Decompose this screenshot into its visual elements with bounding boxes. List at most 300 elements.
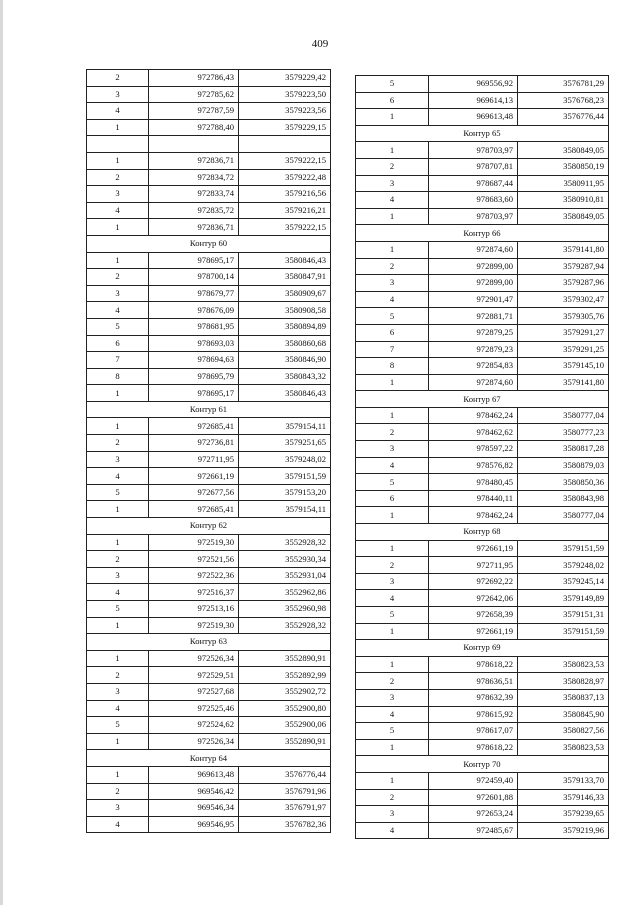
y-coordinate-cell: 3579291,25 — [518, 341, 609, 358]
x-coordinate-cell: 978617,07 — [429, 723, 518, 740]
y-coordinate-cell: 3579133,70 — [518, 772, 609, 789]
table-row — [356, 358, 609, 375]
point-number-cell: 2 — [356, 258, 429, 275]
x-coordinate-cell: 972854,83 — [429, 358, 518, 375]
table-row — [356, 158, 609, 175]
table-row — [356, 656, 609, 673]
table-row — [356, 490, 609, 507]
contour-header-row — [356, 640, 609, 657]
x-coordinate-cell: 972526,34 — [149, 733, 239, 750]
y-coordinate-cell: 3579149,89 — [518, 590, 609, 607]
y-coordinate-cell: 3579153,20 — [239, 484, 331, 501]
y-coordinate-cell: 3580910,81 — [518, 192, 609, 209]
y-coordinate-cell: 3579245,14 — [518, 573, 609, 590]
table-row — [356, 92, 609, 109]
x-coordinate-cell: 978440,11 — [429, 490, 518, 507]
table-row — [356, 673, 609, 690]
point-number-cell: 5 — [356, 308, 429, 325]
x-coordinate-cell: 972658,39 — [429, 607, 518, 624]
table-row — [87, 285, 331, 302]
point-number-cell: 1 — [87, 252, 149, 269]
y-coordinate-cell: 3580845,90 — [518, 706, 609, 723]
point-number-cell: 4 — [87, 468, 149, 485]
table-row — [356, 806, 609, 823]
point-number-cell: 3 — [87, 567, 149, 584]
point-number-cell: 2 — [87, 551, 149, 568]
point-number-cell: 4 — [356, 457, 429, 474]
table-row — [87, 169, 331, 186]
y-coordinate-cell: 3579248,02 — [518, 557, 609, 574]
table-row — [87, 667, 331, 684]
y-coordinate-cell: 3576776,44 — [239, 766, 331, 783]
x-coordinate-cell: 972879,25 — [429, 324, 518, 341]
table-row — [356, 457, 609, 474]
point-number-cell: 1 — [87, 733, 149, 750]
table-row — [87, 501, 331, 518]
y-coordinate-cell: 3580911,95 — [518, 175, 609, 192]
x-coordinate-cell: 978695,17 — [149, 252, 239, 269]
y-coordinate-cell: 3580777,04 — [518, 407, 609, 424]
y-coordinate-cell: 3579141,80 — [518, 374, 609, 391]
point-number-cell: 1 — [356, 739, 429, 756]
table-row — [87, 302, 331, 319]
point-number-cell: 5 — [356, 723, 429, 740]
y-coordinate-cell: 3579154,11 — [239, 501, 331, 518]
y-coordinate-cell: 3580843,98 — [518, 490, 609, 507]
x-coordinate-cell: 978462,62 — [429, 424, 518, 441]
y-coordinate-cell: 3579302,47 — [518, 291, 609, 308]
table-row — [87, 435, 331, 452]
table-row — [87, 717, 331, 734]
contour-title: Контур 65 — [356, 125, 609, 142]
contour-header-row — [356, 225, 609, 242]
table-row — [356, 590, 609, 607]
x-coordinate-cell: 972835,72 — [149, 202, 239, 219]
x-coordinate-cell: 972692,22 — [429, 573, 518, 590]
y-coordinate-cell: 3579219,96 — [518, 822, 609, 839]
table-row — [87, 252, 331, 269]
y-coordinate-cell: 3580823,53 — [518, 739, 609, 756]
y-coordinate-cell: 3580849,05 — [518, 142, 609, 159]
table-row — [356, 424, 609, 441]
point-number-cell: 5 — [87, 318, 149, 335]
point-number-cell: 7 — [87, 352, 149, 369]
x-coordinate-cell: 978693,03 — [149, 335, 239, 352]
y-coordinate-cell: 3579239,65 — [518, 806, 609, 823]
table-row — [356, 789, 609, 806]
point-number-cell: 3 — [87, 86, 149, 103]
x-coordinate-cell: 972711,95 — [429, 557, 518, 574]
point-number-cell: 7 — [356, 341, 429, 358]
point-number-cell: 2 — [356, 557, 429, 574]
y-coordinate-cell: 3580850,36 — [518, 474, 609, 491]
contour-title: Контур 63 — [87, 634, 331, 651]
y-coordinate-cell: 3580827,56 — [518, 723, 609, 740]
point-number-cell: 6 — [356, 324, 429, 341]
y-coordinate-cell: 3576791,97 — [239, 800, 331, 817]
table-row — [87, 186, 331, 203]
table-row — [87, 534, 331, 551]
table-row — [356, 689, 609, 706]
point-number-cell: 1 — [356, 623, 429, 640]
y-coordinate-cell: 3552962,86 — [239, 584, 331, 601]
y-coordinate-cell: 3579287,94 — [518, 258, 609, 275]
point-number-cell: 5 — [356, 76, 429, 93]
table-row — [87, 584, 331, 601]
table-row — [87, 418, 331, 435]
table-row — [356, 374, 609, 391]
x-coordinate-cell: 972836,71 — [149, 152, 239, 169]
x-coordinate-cell: 972525,46 — [149, 700, 239, 717]
y-coordinate-cell: 3552892,99 — [239, 667, 331, 684]
table-row — [356, 623, 609, 640]
point-number-cell: 2 — [87, 169, 149, 186]
y-coordinate-cell: 3579223,56 — [239, 103, 331, 120]
table-row — [356, 706, 609, 723]
x-coordinate-cell: 972788,40 — [149, 119, 239, 136]
point-number-cell: 3 — [356, 441, 429, 458]
table-row — [356, 540, 609, 557]
table-row — [87, 733, 331, 750]
x-coordinate-cell: 972661,19 — [429, 623, 518, 640]
coordinates-table-left — [86, 69, 331, 833]
y-coordinate-cell: 3552890,91 — [239, 733, 331, 750]
point-number-cell: 4 — [87, 816, 149, 833]
x-coordinate-cell: 972711,95 — [149, 451, 239, 468]
point-number-cell: 4 — [87, 103, 149, 120]
y-coordinate-cell: 3579145,10 — [518, 358, 609, 375]
x-coordinate-cell: 972677,56 — [149, 484, 239, 501]
coordinates-table-body — [356, 76, 609, 839]
table-row — [87, 335, 331, 352]
point-number-cell: 5 — [87, 717, 149, 734]
x-coordinate-cell: 969556,92 — [429, 76, 518, 93]
point-number-cell: 2 — [87, 783, 149, 800]
y-coordinate-cell: 3580817,28 — [518, 441, 609, 458]
table-row — [87, 700, 331, 717]
x-coordinate-cell: 978618,22 — [429, 656, 518, 673]
y-coordinate-cell: 3576781,29 — [518, 76, 609, 93]
x-coordinate-cell: 972642,06 — [429, 590, 518, 607]
x-coordinate-cell: 972459,40 — [429, 772, 518, 789]
table-row — [356, 175, 609, 192]
y-coordinate-cell: 3579287,96 — [518, 275, 609, 292]
contour-title: Контур 60 — [87, 235, 331, 252]
point-number-cell: 1 — [356, 772, 429, 789]
x-coordinate-cell: 978703,97 — [429, 142, 518, 159]
table-row — [87, 800, 331, 817]
table-row — [87, 601, 331, 618]
y-coordinate-cell: 3580846,43 — [239, 252, 331, 269]
y-coordinate-cell: 3552930,34 — [239, 551, 331, 568]
x-coordinate-cell: 969546,34 — [149, 800, 239, 817]
table-row — [356, 341, 609, 358]
point-number-cell: 1 — [356, 374, 429, 391]
point-number-cell: 1 — [87, 534, 149, 551]
x-coordinate-cell: 972785,62 — [149, 86, 239, 103]
x-coordinate-cell: 978576,82 — [429, 457, 518, 474]
y-coordinate-cell: 3580894,89 — [239, 318, 331, 335]
table-row — [356, 291, 609, 308]
point-number-cell: 1 — [87, 152, 149, 169]
point-number-cell: 3 — [356, 275, 429, 292]
table-row — [356, 507, 609, 524]
y-coordinate-cell — [239, 136, 331, 153]
table-row — [87, 86, 331, 103]
contour-header-row — [87, 235, 331, 252]
x-coordinate-cell: 978695,17 — [149, 385, 239, 402]
y-coordinate-cell: 3579216,21 — [239, 202, 331, 219]
contour-header-row — [356, 756, 609, 773]
table-row — [87, 783, 331, 800]
x-coordinate-cell: 972899,00 — [429, 258, 518, 275]
contour-title: Контур 70 — [356, 756, 609, 773]
y-coordinate-cell: 3580908,58 — [239, 302, 331, 319]
x-coordinate-cell: 972736,81 — [149, 435, 239, 452]
point-number-cell: 4 — [356, 291, 429, 308]
y-coordinate-cell: 3579229,15 — [239, 119, 331, 136]
x-coordinate-cell — [149, 136, 239, 153]
y-coordinate-cell: 3580846,43 — [239, 385, 331, 402]
table-row — [356, 192, 609, 209]
contour-header-row — [87, 634, 331, 651]
x-coordinate-cell: 972513,16 — [149, 601, 239, 618]
y-coordinate-cell: 3579222,15 — [239, 219, 331, 236]
point-number-cell: 2 — [87, 269, 149, 286]
table-row — [356, 142, 609, 159]
y-coordinate-cell: 3580879,03 — [518, 457, 609, 474]
table-row — [87, 484, 331, 501]
x-coordinate-cell: 978597,22 — [429, 441, 518, 458]
table-row — [356, 308, 609, 325]
y-coordinate-cell: 3580823,53 — [518, 656, 609, 673]
y-coordinate-cell: 3576768,23 — [518, 92, 609, 109]
y-coordinate-cell: 3576776,44 — [518, 109, 609, 126]
y-coordinate-cell: 3579251,65 — [239, 435, 331, 452]
point-number-cell: 1 — [356, 656, 429, 673]
table-row — [87, 219, 331, 236]
x-coordinate-cell: 972524,62 — [149, 717, 239, 734]
table-row — [356, 241, 609, 258]
point-number-cell: 6 — [87, 335, 149, 352]
x-coordinate-cell: 972519,30 — [149, 534, 239, 551]
x-coordinate-cell: 972601,88 — [429, 789, 518, 806]
x-coordinate-cell: 969613,48 — [149, 766, 239, 783]
point-number-cell: 3 — [87, 683, 149, 700]
y-coordinate-cell: 3580909,67 — [239, 285, 331, 302]
contour-title: Контур 61 — [87, 401, 331, 418]
table-row — [87, 816, 331, 833]
point-number-cell: 1 — [356, 208, 429, 225]
x-coordinate-cell: 972661,19 — [149, 468, 239, 485]
x-coordinate-cell: 978695,79 — [149, 368, 239, 385]
table-row — [356, 407, 609, 424]
point-number-cell: 6 — [356, 92, 429, 109]
x-coordinate-cell: 972516,37 — [149, 584, 239, 601]
point-number-cell: 8 — [356, 358, 429, 375]
x-coordinate-cell: 978632,39 — [429, 689, 518, 706]
table-row — [87, 318, 331, 335]
table-row — [356, 723, 609, 740]
x-coordinate-cell: 978681,95 — [149, 318, 239, 335]
x-coordinate-cell: 972685,41 — [149, 501, 239, 518]
point-number-cell: 1 — [356, 507, 429, 524]
y-coordinate-cell: 3579223,50 — [239, 86, 331, 103]
point-number-cell: 5 — [356, 474, 429, 491]
point-number-cell: 1 — [87, 119, 149, 136]
point-number-cell: 3 — [356, 573, 429, 590]
point-number-cell: 1 — [87, 766, 149, 783]
table-row — [356, 573, 609, 590]
table-row — [87, 468, 331, 485]
y-coordinate-cell: 3580828,97 — [518, 673, 609, 690]
y-coordinate-cell: 3580860,68 — [239, 335, 331, 352]
point-number-cell: 2 — [87, 667, 149, 684]
point-number-cell: 1 — [87, 385, 149, 402]
point-number-cell: 4 — [87, 584, 149, 601]
table-row — [87, 683, 331, 700]
point-number-cell: 2 — [356, 158, 429, 175]
y-coordinate-cell: 3579151,31 — [518, 607, 609, 624]
x-coordinate-cell: 978615,92 — [429, 706, 518, 723]
y-coordinate-cell: 3552931,04 — [239, 567, 331, 584]
x-coordinate-cell: 972833,74 — [149, 186, 239, 203]
x-coordinate-cell: 978676,09 — [149, 302, 239, 319]
table-row — [356, 607, 609, 624]
y-coordinate-cell: 3552900,80 — [239, 700, 331, 717]
table-row — [87, 202, 331, 219]
y-coordinate-cell: 3579216,56 — [239, 186, 331, 203]
table-row — [356, 739, 609, 756]
x-coordinate-cell: 978700,14 — [149, 269, 239, 286]
x-coordinate-cell: 972834,72 — [149, 169, 239, 186]
point-number-cell: 2 — [356, 424, 429, 441]
contour-title: Контур 68 — [356, 524, 609, 541]
table-row — [87, 368, 331, 385]
contour-header-row — [87, 750, 331, 767]
x-coordinate-cell: 972526,34 — [149, 650, 239, 667]
point-number-cell: 2 — [356, 789, 429, 806]
x-coordinate-cell: 972874,60 — [429, 241, 518, 258]
table-row — [356, 76, 609, 93]
x-coordinate-cell: 972901,47 — [429, 291, 518, 308]
table-row — [356, 772, 609, 789]
table-row — [356, 557, 609, 574]
table-row — [87, 103, 331, 120]
x-coordinate-cell: 978707,81 — [429, 158, 518, 175]
x-coordinate-cell: 969546,95 — [149, 816, 239, 833]
table-row — [87, 70, 331, 87]
point-number-cell: 3 — [356, 806, 429, 823]
x-coordinate-cell: 978636,51 — [429, 673, 518, 690]
x-coordinate-cell: 978618,22 — [429, 739, 518, 756]
table-row — [87, 119, 331, 136]
y-coordinate-cell: 3580847,91 — [239, 269, 331, 286]
contour-title: Контур 69 — [356, 640, 609, 657]
page-number: 409 — [311, 38, 329, 50]
point-number-cell: 1 — [87, 418, 149, 435]
point-number-cell: 4 — [87, 202, 149, 219]
y-coordinate-cell: 3580777,23 — [518, 424, 609, 441]
point-number-cell: 1 — [87, 617, 149, 634]
x-coordinate-cell: 972874,60 — [429, 374, 518, 391]
x-coordinate-cell: 972527,68 — [149, 683, 239, 700]
table-row — [356, 324, 609, 341]
point-number-cell: 8 — [87, 368, 149, 385]
x-coordinate-cell: 972519,30 — [149, 617, 239, 634]
table-row — [87, 766, 331, 783]
point-number-cell: 3 — [87, 285, 149, 302]
point-number-cell: 4 — [356, 822, 429, 839]
table-row — [87, 567, 331, 584]
x-coordinate-cell: 978683,60 — [429, 192, 518, 209]
point-number-cell: 1 — [356, 241, 429, 258]
contour-title: Контур 62 — [87, 518, 331, 535]
y-coordinate-cell: 3552900,06 — [239, 717, 331, 734]
y-coordinate-cell: 3579151,59 — [518, 623, 609, 640]
table-row — [356, 258, 609, 275]
x-coordinate-cell: 972879,23 — [429, 341, 518, 358]
point-number-cell: 3 — [356, 175, 429, 192]
coordinates-table-right — [355, 75, 609, 839]
y-coordinate-cell: 3580849,05 — [518, 208, 609, 225]
table-row — [87, 136, 331, 153]
point-number-cell — [87, 136, 149, 153]
x-coordinate-cell: 969546,42 — [149, 783, 239, 800]
table-row — [87, 551, 331, 568]
point-number-cell: 4 — [356, 590, 429, 607]
y-coordinate-cell: 3580777,04 — [518, 507, 609, 524]
table-row — [356, 109, 609, 126]
page-edge-shadow — [0, 0, 3, 905]
point-number-cell: 6 — [356, 490, 429, 507]
y-coordinate-cell: 3579154,11 — [239, 418, 331, 435]
y-coordinate-cell: 3552960,98 — [239, 601, 331, 618]
y-coordinate-cell: 3579248,02 — [239, 451, 331, 468]
table-row — [356, 822, 609, 839]
x-coordinate-cell: 969613,48 — [429, 109, 518, 126]
table-row — [87, 650, 331, 667]
x-coordinate-cell: 972899,00 — [429, 275, 518, 292]
table-row — [356, 275, 609, 292]
point-number-cell: 4 — [356, 706, 429, 723]
x-coordinate-cell: 978687,44 — [429, 175, 518, 192]
y-coordinate-cell: 3552928,32 — [239, 534, 331, 551]
point-number-cell: 1 — [87, 501, 149, 518]
point-number-cell: 2 — [87, 70, 149, 87]
x-coordinate-cell: 972653,24 — [429, 806, 518, 823]
point-number-cell: 3 — [87, 186, 149, 203]
point-number-cell: 5 — [87, 484, 149, 501]
y-coordinate-cell: 3579151,59 — [518, 540, 609, 557]
contour-header-row — [356, 391, 609, 408]
point-number-cell: 2 — [356, 673, 429, 690]
x-coordinate-cell: 969614,13 — [429, 92, 518, 109]
point-number-cell: 5 — [87, 601, 149, 618]
table-row — [87, 451, 331, 468]
coordinates-table-body — [87, 70, 331, 833]
y-coordinate-cell: 3580850,19 — [518, 158, 609, 175]
point-number-cell: 4 — [87, 302, 149, 319]
y-coordinate-cell: 3579146,33 — [518, 789, 609, 806]
point-number-cell: 1 — [87, 219, 149, 236]
x-coordinate-cell: 978703,97 — [429, 208, 518, 225]
contour-header-row — [87, 401, 331, 418]
y-coordinate-cell: 3552902,72 — [239, 683, 331, 700]
table-row — [87, 152, 331, 169]
y-coordinate-cell: 3579222,15 — [239, 152, 331, 169]
y-coordinate-cell: 3579305,76 — [518, 308, 609, 325]
